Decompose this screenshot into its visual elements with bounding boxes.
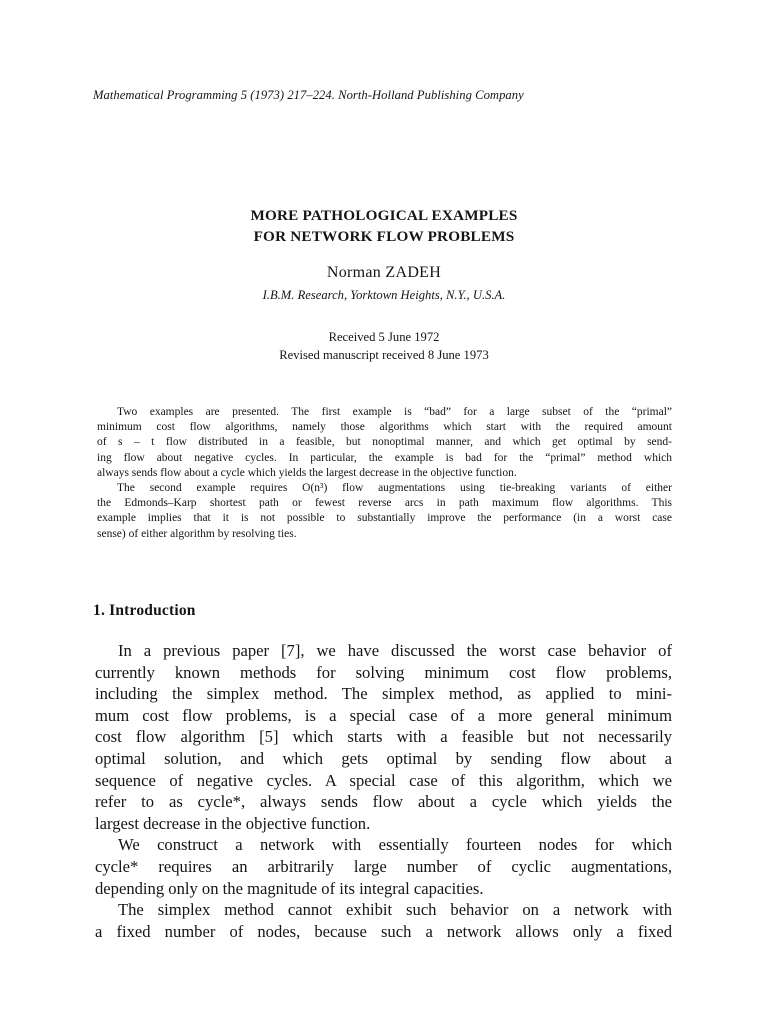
body-line: The simplex method cannot exhibit such behavior on a network with bbox=[118, 900, 672, 920]
body-text bbox=[95, 640, 672, 942]
abstract bbox=[97, 405, 672, 542]
title-line: MORE PATHOLOGICAL EXAMPLES bbox=[250, 207, 518, 224]
title-line: FOR NETWORK FLOW PROBLEMS bbox=[253, 228, 515, 245]
abstract-line: minimum cost flow algorithms, namely those algorithms which start with the required amount bbox=[97, 421, 672, 434]
author-affiliation: I.B.M. Research, Yorktown Heights, N.Y., U.S.A. bbox=[262, 288, 506, 302]
abstract-line: The second example requires O(n³) flow augmentations using tie-breaking variants of either bbox=[117, 482, 672, 495]
body-line: largest decrease in the objective function. bbox=[95, 813, 371, 833]
body-line: cycle* requires an arbitrarily large number of cyclic augmentations, bbox=[95, 856, 672, 876]
journal-citation: Mathematical Programming 5 (1973) 217–224. North-Holland Publishing Company bbox=[93, 88, 524, 102]
paper-title bbox=[0, 205, 768, 247]
author-name: Norman ZADEH bbox=[326, 264, 442, 281]
body-line: We construct a network with essentially fourteen nodes for which bbox=[118, 835, 672, 855]
body-line: refer to as cycle*, always sends flow about a cycle which yields the bbox=[95, 792, 672, 812]
body-line: including the simplex method. The simplex method, as applied to mini- bbox=[95, 684, 672, 704]
body-line: cost flow algorithm [5] which starts with a feasible but not necessarily bbox=[95, 727, 672, 747]
abstract-line: ing flow about negative cycles. In particular, the example is bad for the “primal” method which bbox=[97, 451, 672, 464]
abstract-line: Two examples are presented. The first example is “bad” for a large subset of the “primal” bbox=[117, 406, 672, 418]
abstract-line: the Edmonds–Karp shortest path or fewest reverse arcs in path maximum flow algorithms. This bbox=[97, 497, 672, 510]
abstract-line: sense) of either algorithm by resolving ties. bbox=[97, 527, 297, 540]
revised-date: Revised manuscript received 8 June 1973 bbox=[279, 348, 489, 362]
body-line: depending only on the magnitude of its integral capacities. bbox=[95, 878, 484, 898]
received-date: Received 5 June 1972 bbox=[328, 330, 440, 344]
abstract-line: of s – t flow distributed in a feasible, but nonoptimal manner, and which get optimal by send- bbox=[97, 436, 672, 449]
abstract-line: always sends flow about a cycle which yields the largest decrease in the objective function. bbox=[97, 466, 517, 479]
body-line: optimal solution, and which gets optimal by sending flow about a bbox=[95, 748, 672, 768]
publication-dates bbox=[0, 328, 768, 364]
body-line: currently known methods for solving minimum cost flow problems, bbox=[95, 662, 672, 682]
abstract-line: example implies that it is not possible to substantially improve the performance (in a worst case bbox=[97, 512, 672, 525]
body-line: a fixed number of nodes, because such a network allows only a fixed bbox=[95, 921, 672, 941]
body-line: In a previous paper [7], we have discussed the worst case behavior of bbox=[118, 641, 672, 660]
section-heading: 1. Introduction bbox=[93, 602, 196, 619]
body-line: sequence of negative cycles. A special case of this algorithm, which we bbox=[95, 770, 672, 790]
body-line: mum cost flow problems, is a special case of a more general minimum bbox=[95, 705, 672, 725]
